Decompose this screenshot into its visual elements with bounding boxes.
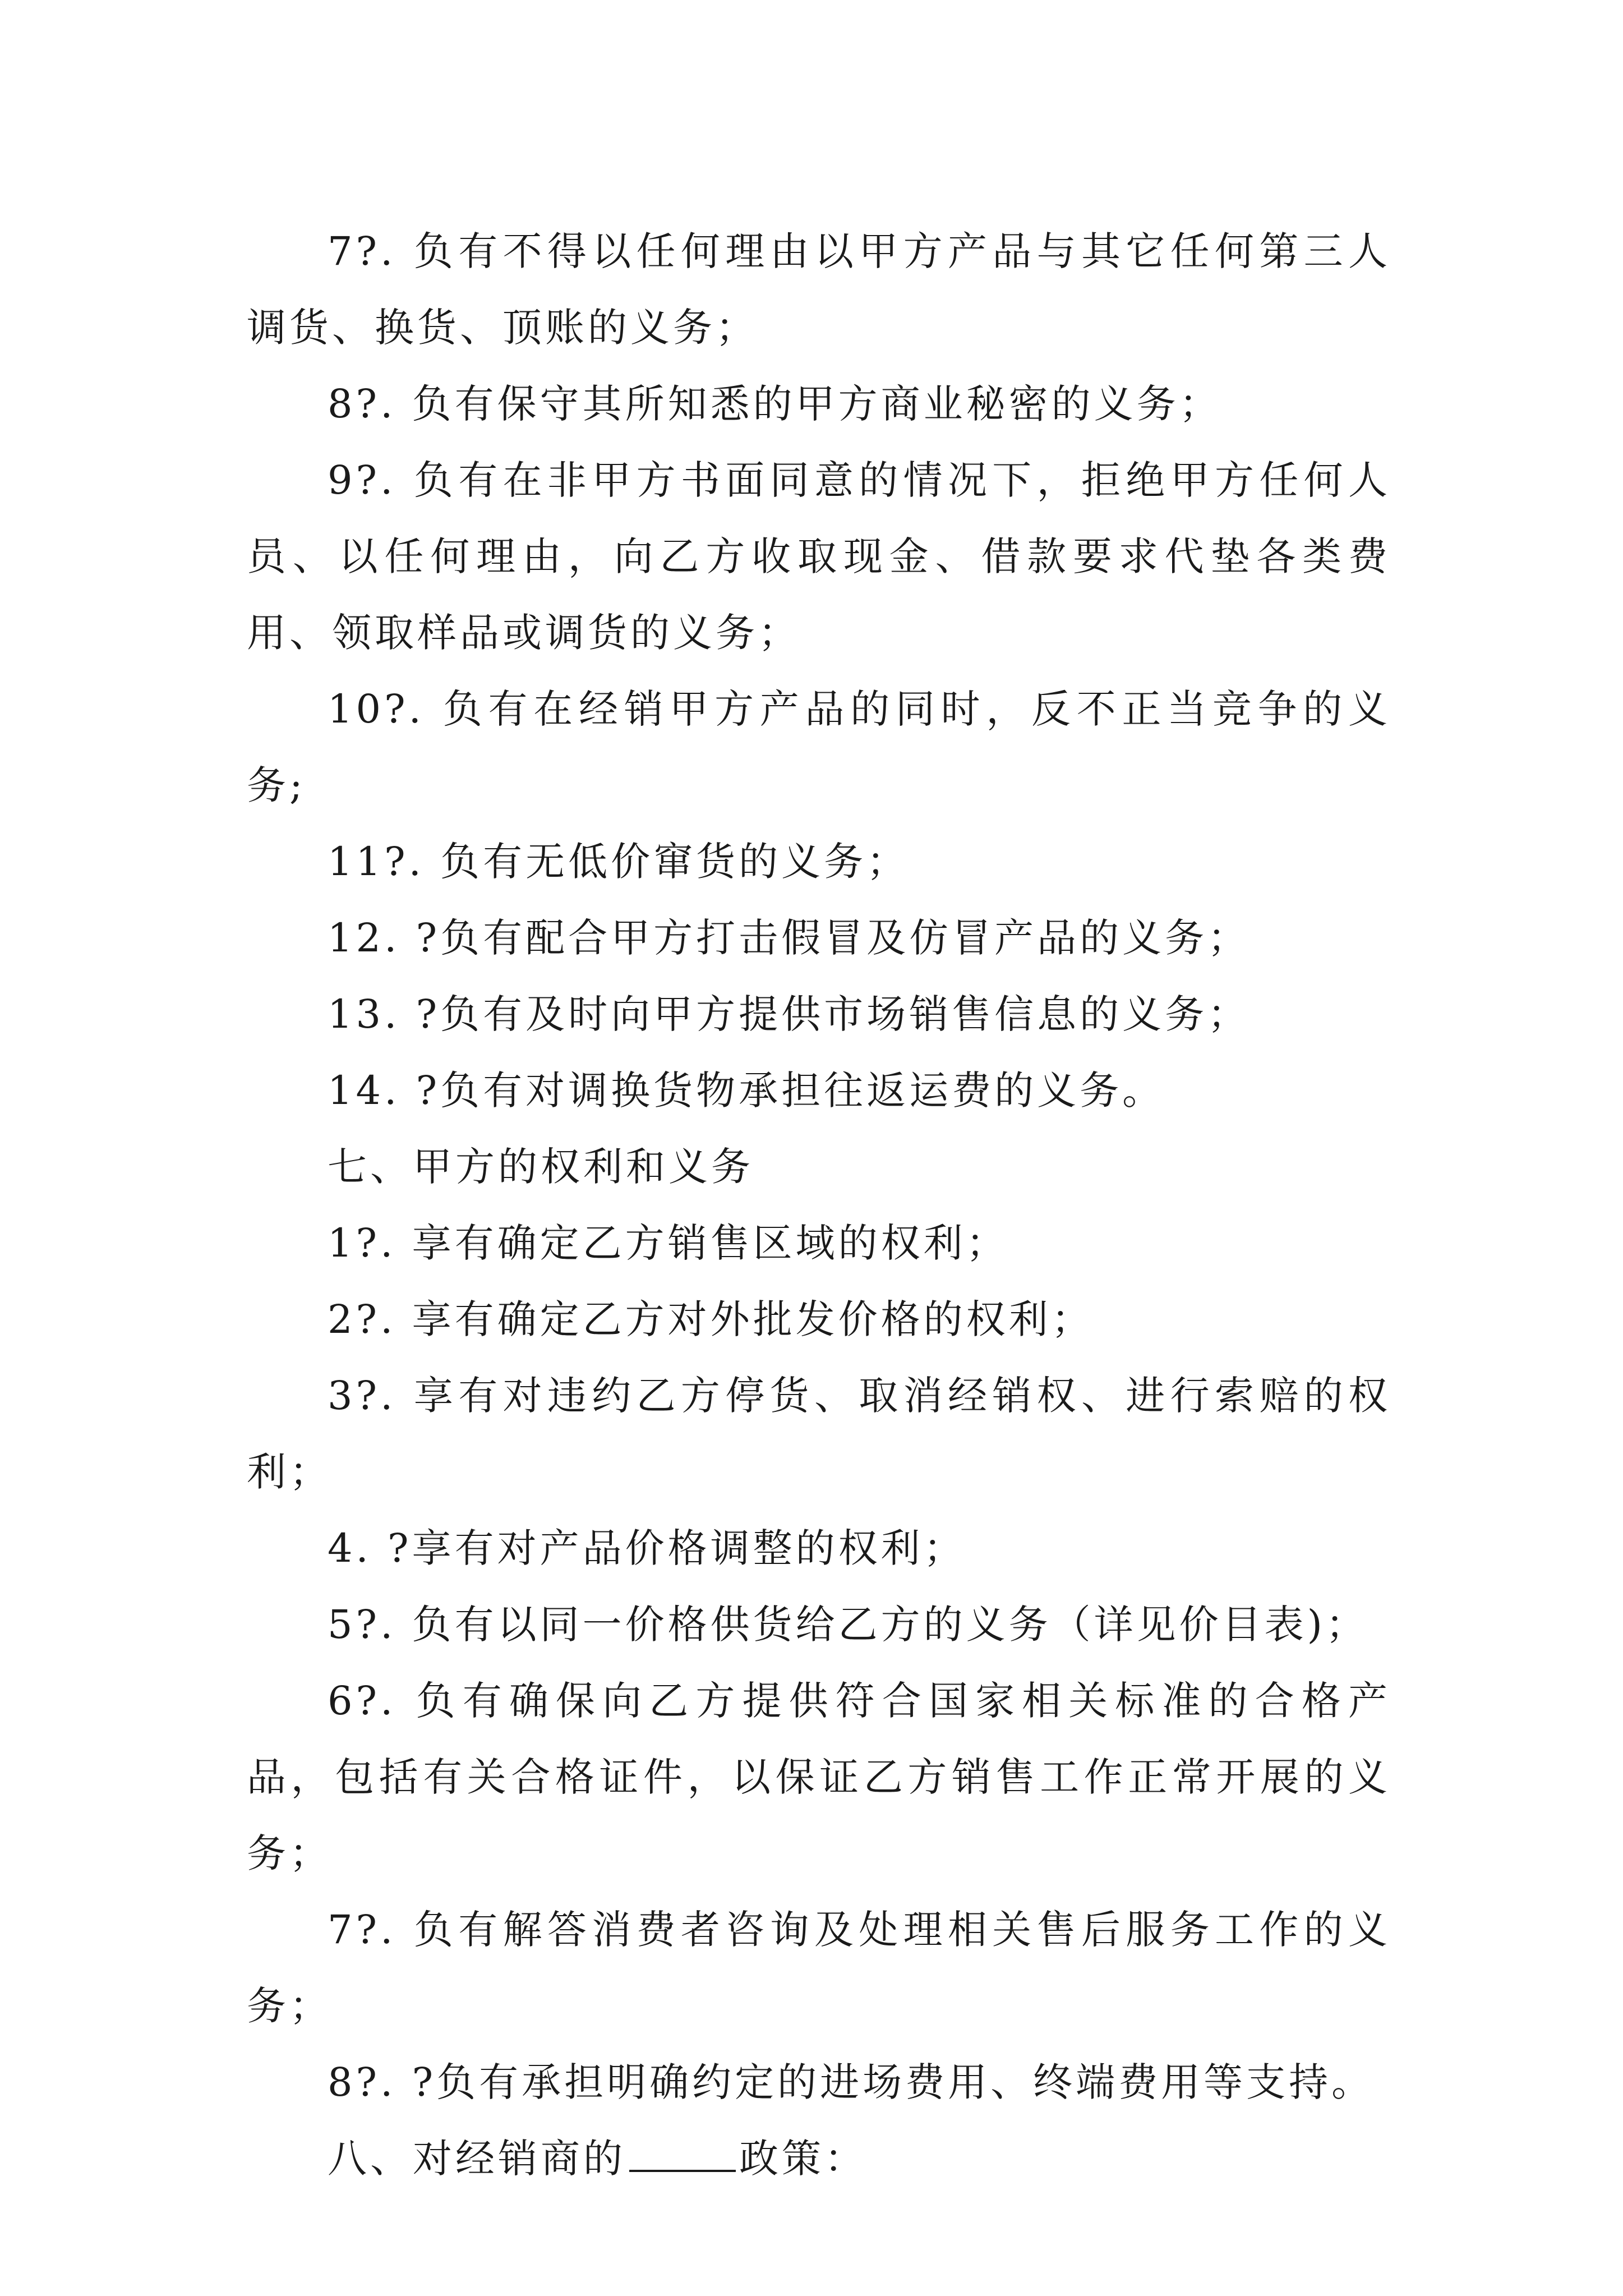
paragraph-right-1: 1?. 享有确定乙方销售区域的权利； bbox=[328, 1220, 1009, 1266]
paragraph-right-4: 4. ?享有对产品价格调整的权利； bbox=[328, 1525, 966, 1571]
paragraph-duty-9: 9?. 负有在非甲方书面同意的情况下，拒绝甲方任何人员、以任何理由，向乙方收取现金、借款要求代垫各类费用、领取样品或调货的义务； bbox=[247, 457, 1391, 656]
section-heading-dealer-policy bbox=[247, 2120, 1391, 2197]
paragraph-duty-11: 11?. 负有无低价窜货的义务； bbox=[328, 839, 910, 885]
paragraph-duty-12: 12. ?负有配合甲方打击假冒及仿冒产品的义务； bbox=[328, 915, 1251, 961]
document-body bbox=[247, 213, 1391, 2197]
paragraph-duty-13: 13. ?负有及时向甲方提供市场销售信息的义务； bbox=[328, 991, 1251, 1037]
paragraph-right-2: 2?. 享有确定乙方对外批发价格的权利； bbox=[328, 1296, 1094, 1342]
paragraph-duty-a-7: 7?. 负有解答消费者咨询及处理相关售后服务工作的义务； bbox=[247, 1907, 1391, 2029]
dealer-policy-prefix: 八、对经销商的 bbox=[328, 2136, 626, 2182]
dealer-policy-suffix: 政策： bbox=[739, 2136, 867, 2182]
paragraph-duty-8: 8?. 负有保守其所知悉的甲方商业秘密的义务； bbox=[328, 381, 1222, 427]
fill-in-blank bbox=[629, 2137, 736, 2172]
paragraph-duty-a-5: 5?. 负有以同一价格供货给乙方的义务（详见价目表)； bbox=[328, 1602, 1368, 1648]
paragraph-duty-10: 10?. 负有在经销甲方产品的同时，反不正当竞争的义务; bbox=[247, 686, 1391, 808]
paragraph-duty-7: 7?. 负有不得以任何理由以甲方产品与其它任何第三人调货、换货、顶账的义务； bbox=[247, 228, 1391, 351]
paragraph-duty-14: 14. ?负有对调换货物承担往返运费的义务。 bbox=[328, 1068, 1165, 1114]
paragraph-duty-a-6: 6?. 负有确保向乙方提供符合国家相关标准的合格产品，包括有关合格证件，以保证乙方销售工作正常开展的义务； bbox=[247, 1678, 1391, 1876]
paragraph-duty-a-8: 8?. ?负有承担明确约定的进场费用、终端费用等支持。 bbox=[328, 2059, 1375, 2105]
section-heading-party-a: 七、甲方的权利和义务 bbox=[328, 1144, 754, 1190]
paragraph-right-3: 3?. 享有对违约乙方停货、取消经销权、进行索赔的权利； bbox=[247, 1373, 1391, 1495]
